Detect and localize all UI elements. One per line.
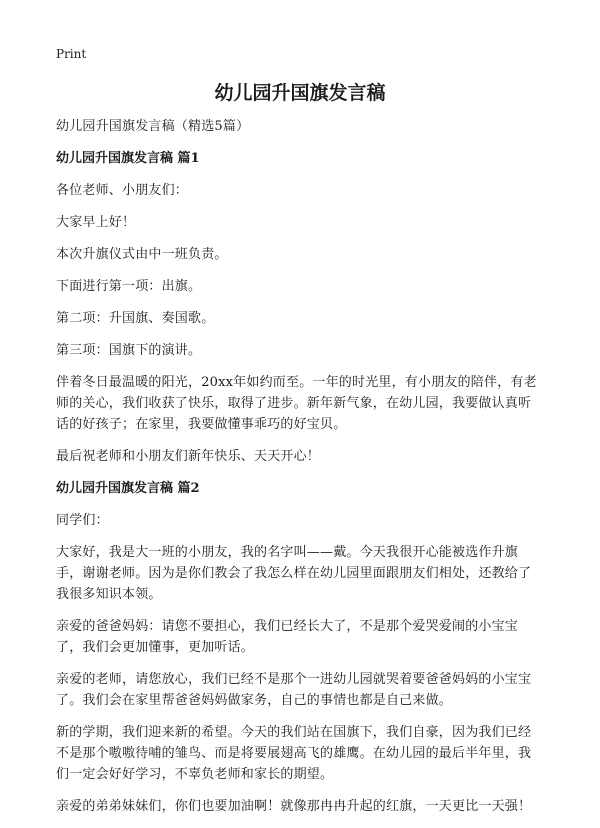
paragraph: 第二项：升国旗、奏国歌。 [56,311,215,326]
section-heading: 幼儿园升国旗发言稿 篇2 [56,481,200,496]
section-1 [56,148,544,467]
paragraph: 大家早上好！ [56,215,136,230]
paragraph: 亲爱的老师，请您放心，我们已经不是那个一进幼儿园就哭着要爸爸妈妈的小宝宝了。我们会在家里帮爸爸妈妈做家务，自己的事情也都是自己来做。 [56,672,532,708]
paragraph: 伴着冬日最温暖的阳光，20xx年如约而至。一年的时光里，有小朋友的陪伴，有老师的关心，我们收获了快乐，取得了进步。新年新气象，在幼儿园，我要做认真听话的好孩子；在家里，我要做懂事乖巧的好宝贝。 [56,375,537,432]
print-label: Print [56,47,87,61]
paragraph: 各位老师、小朋友们： [56,183,189,198]
section-2 [56,478,544,817]
document-title: 幼儿园升国旗发言稿 [214,82,386,104]
paragraph: 下面进行第一项：出旗。 [56,279,202,294]
paragraph: 新的学期，我们迎来新的希望。今天的我们站在国旗下，我们自豪，因为我们已经不是那个嗷嗷待哺的雏鸟、而是将要展翅高飞的雄鹰。在幼儿园的最后半年里，我们一定会好好学习，不辜负老师和家长的期望。 [56,725,532,782]
paragraph: 亲爱的弟弟妹妹们，你们也要加油啊！就像那冉冉升起的红旗，一天更比一天强！ [56,799,532,814]
paragraph: 同学们： [56,513,109,528]
paragraph: 亲爱的爸爸妈妈：请您不要担心，我们已经长大了，不是那个爱哭爱闹的小宝宝了，我们会更加懂事，更加听话。 [56,619,519,655]
paragraph: 最后祝老师和小朋友们新年快乐、天天开心！ [56,449,321,464]
paragraph: 大家好，我是大一班的小朋友，我的名字叫——戴。今天我很开心能被选作升旗手，谢谢老师。因为是你们教会了我怎么样在幼儿园里面跟朋友们相处，还教给了我很多知识本领。 [56,545,532,602]
document-subtitle: 幼儿园升国旗发言稿（精选5篇） [56,119,250,134]
paragraph: 第三项：国旗下的演讲。 [56,343,202,358]
section-heading: 幼儿园升国旗发言稿 篇1 [56,151,200,166]
paragraph: 本次升旗仪式由中一班负责。 [56,247,228,262]
